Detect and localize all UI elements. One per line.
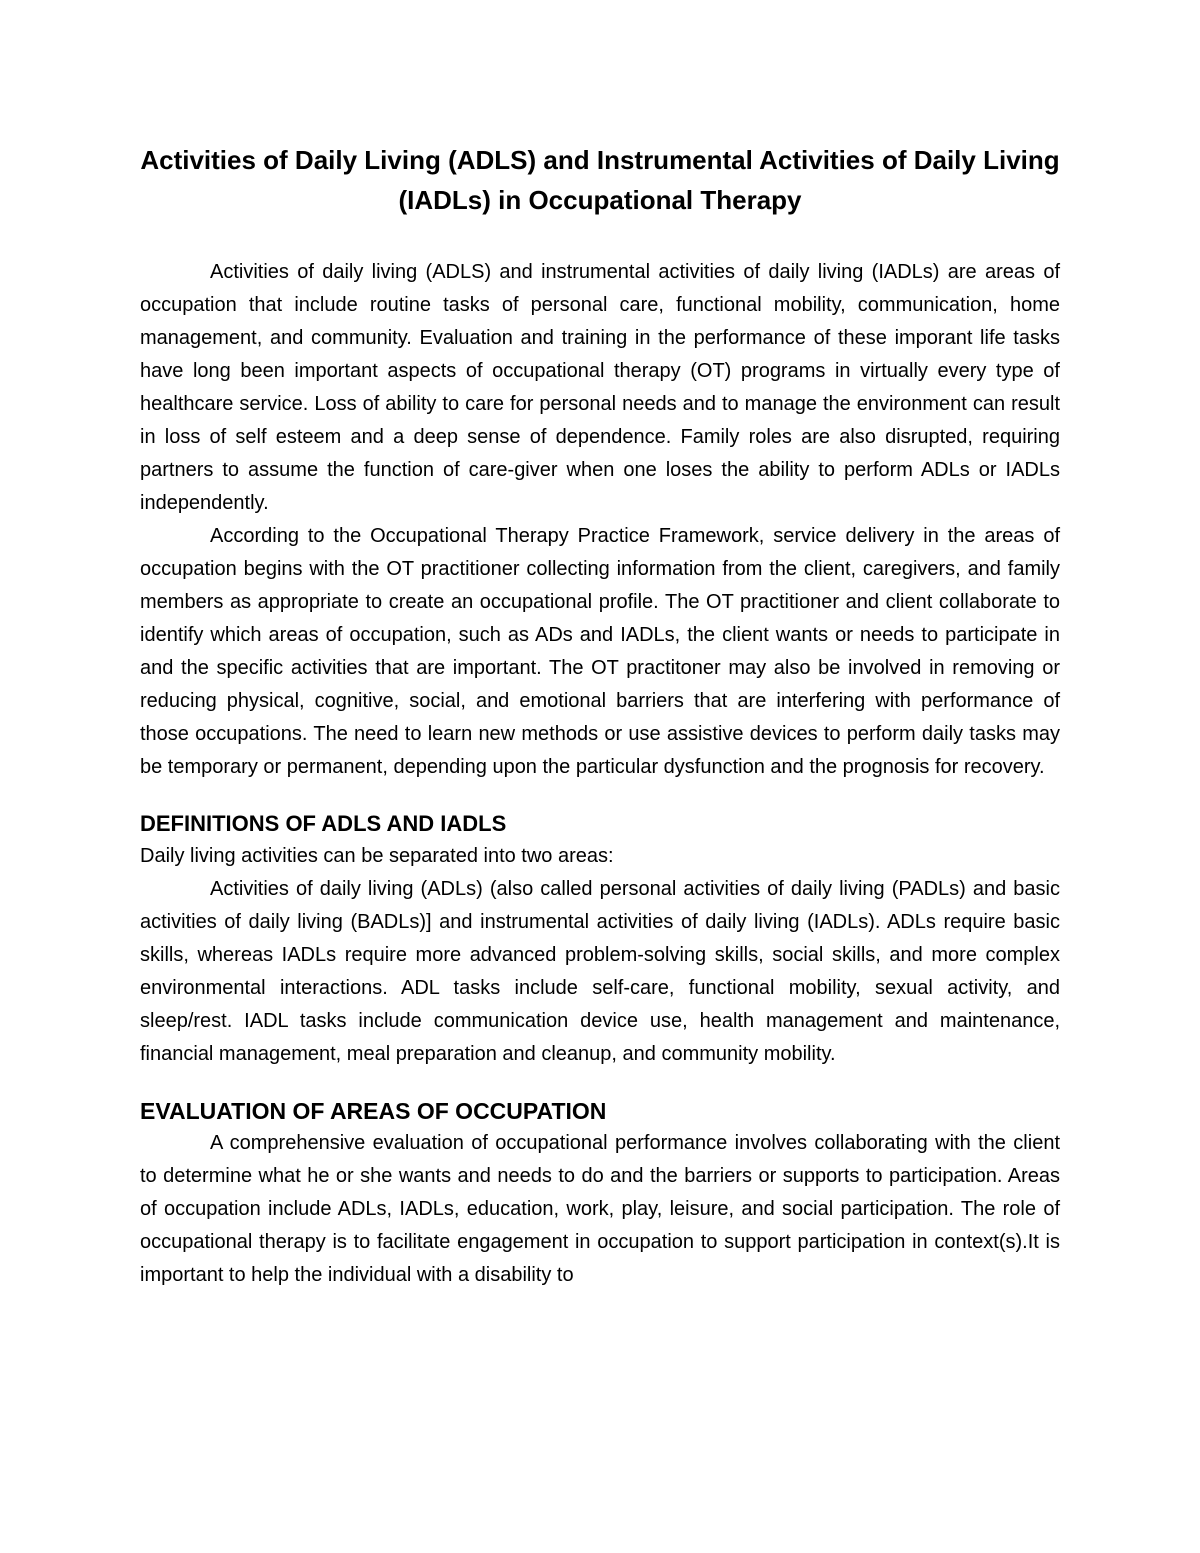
definitions-body: Activities of daily living (ADLs) (also called personal activities of daily living (PADLs) and basic activities of daily living (BADLs)] and instrumental activities of daily living (IADLs). ADLs require basic skills, whereas IADLs require more advanced problem-solving skills, social skills, and more complex environmental interactions. ADL tasks include self-care, functional mobility, sexual activity, and sleep/rest. IADL tasks include communication device use, health management and maintenance, financial management, meal preparation and cleanup, and community mobility. (140, 878, 1060, 1065)
document-page (140, 140, 1060, 1292)
evaluation-body: A comprehensive evaluation of occupational performance involves collaborating with the client to determine what he or she wants and needs to do and the barriers or supports to participation. Areas of occupation include ADLs, IADLs, education, work, play, leisure, and social participation. The role of occupational therapy is to facilitate engagement in occupation to support participation in context(s).It is important to help the individual with a disability to (140, 1132, 1060, 1286)
document-title: Activities of Daily Living (ADLS) and Instrumental Activities of Daily Living (IADLs) in Occupational Therapy (140, 145, 1060, 215)
intro-paragraph-2: According to the Occupational Therapy Practice Framework, service delivery in the areas of occupation begins with the OT practitioner collecting information from the client, caregivers, and family members as appropriate to create an occupational profile. The OT practitioner and client collaborate to identify which areas of occupation, such as ADs and IADLs, the client wants or needs to participate in and the specific activities that are important. The OT practitoner may also be involved in removing or reducing physical, cognitive, social, and emotional barriers that are interfering with performance of those occupations. The need to learn new methods or use assistive devices to perform daily tasks may be temporary or permanent, depending upon the particular dysfunction and the prognosis for recovery. (140, 525, 1060, 778)
intro-paragraph-1: Activities of daily living (ADLS) and instrumental activities of daily living (IADLs) are areas of occupation that include routine tasks of personal care, functional mobility, communication, home management, and community. Evaluation and training in the performance of these imporant life tasks have long been important aspects of occupational therapy (OT) programs in virtually every type of healthcare service. Loss of ability to care for personal needs and to manage the environment can result in loss of self esteem and a deep sense of dependence. Family roles are also disrupted, requiring partners to assume the function of care-giver when one loses the ability to perform ADLs or IADLs independently. (140, 261, 1060, 514)
definitions-lead: Daily living activities can be separated into two areas: (140, 845, 614, 867)
definitions-heading: DEFINITIONS OF ADLS AND IADLS (140, 811, 507, 836)
evaluation-heading: EVALUATION OF AREAS OF OCCUPATION (140, 1098, 607, 1124)
